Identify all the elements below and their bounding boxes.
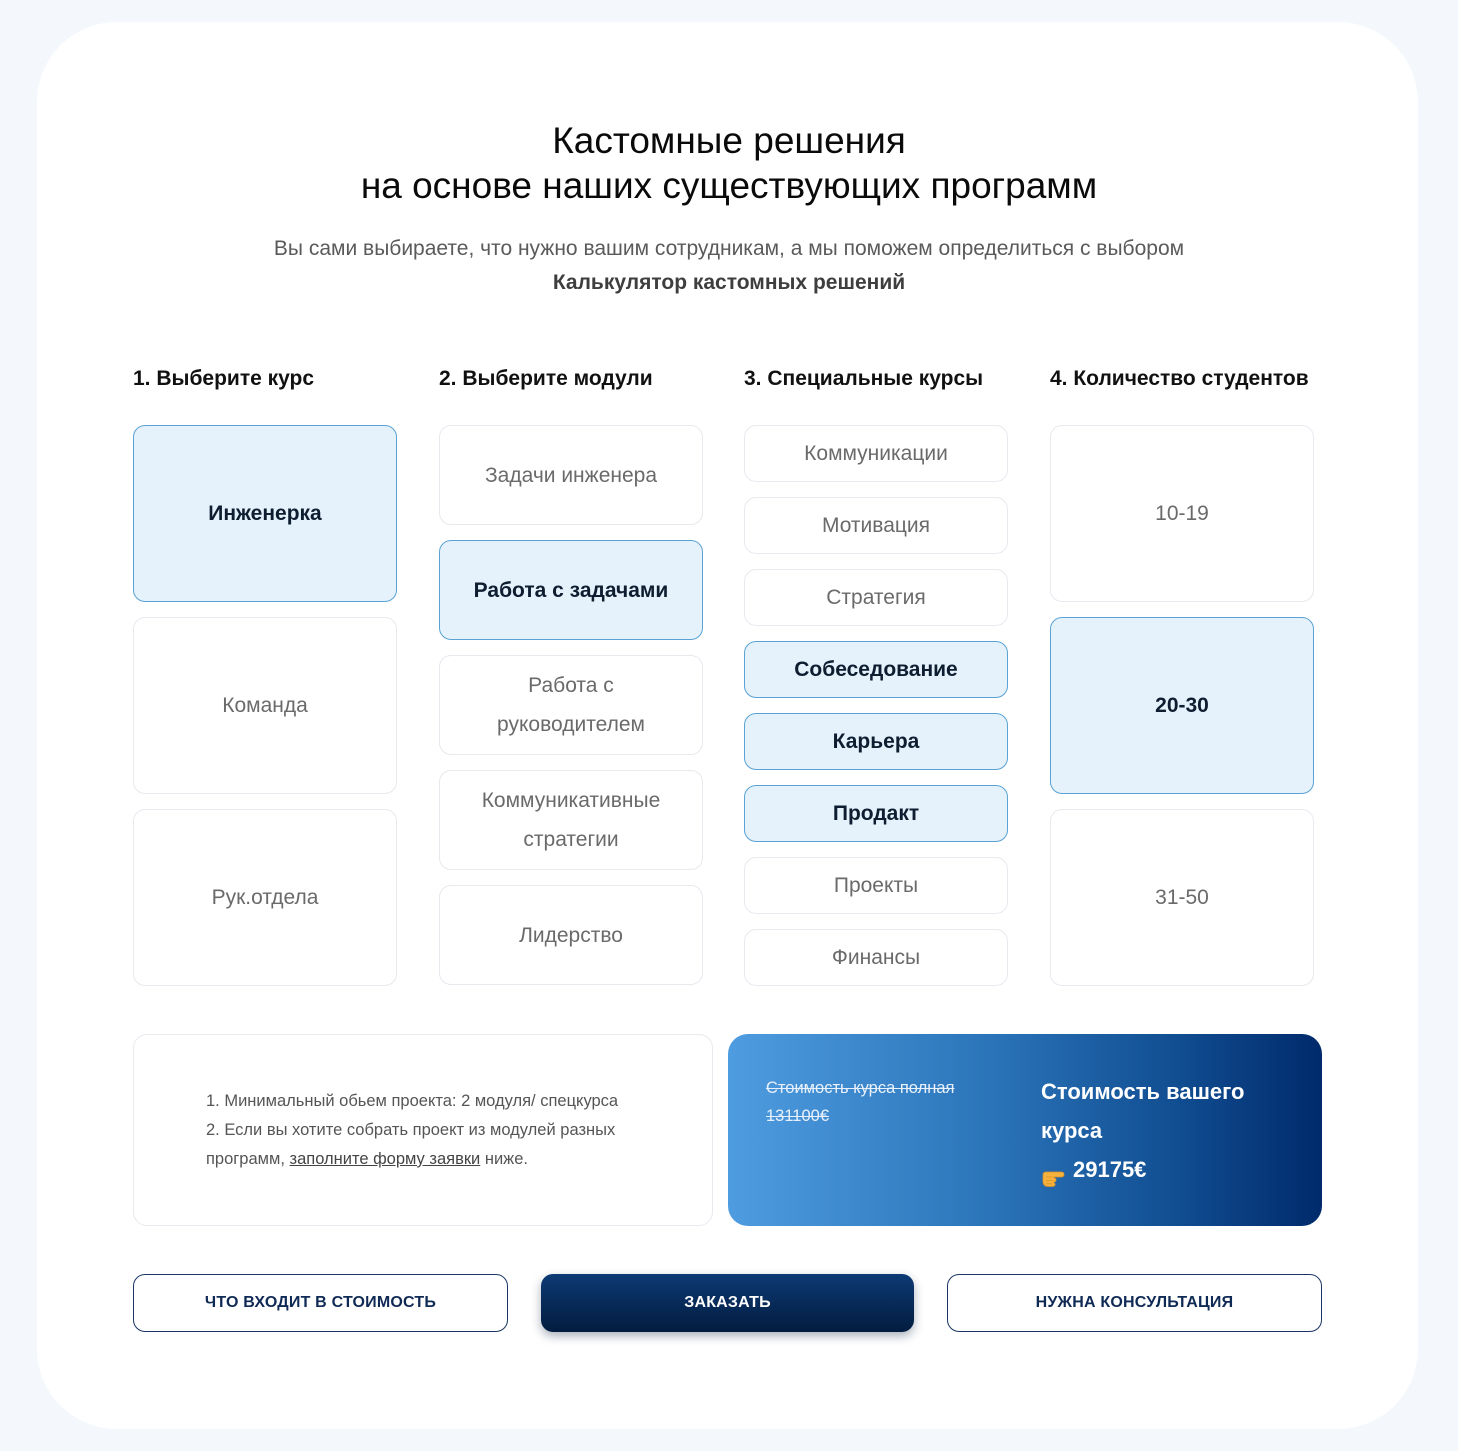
module-option-working-with-manager[interactable] [439, 655, 703, 755]
students-option-20-30[interactable] [1050, 617, 1314, 794]
whats-included-button[interactable] [133, 1274, 508, 1332]
option-label: Продакт [832, 802, 920, 825]
your-price-value: 29175€ [1073, 1157, 1147, 1182]
note-line-1: 1. Минимальный обьем проекта: 2 модуля/ спецкурса [206, 1092, 619, 1110]
special-option-career[interactable] [744, 713, 1008, 770]
page-subtitle: Вы сами выбираете, что нужно вашим сотрудникам, а мы поможем определиться с выбором [273, 237, 1185, 260]
button-label: ЧТО ВХОДИТ В СТОИМОСТЬ [204, 1294, 437, 1311]
special-option-projects[interactable] [744, 857, 1008, 914]
special-option-motivation[interactable] [744, 497, 1008, 554]
button-label: НУЖНА КОНСУЛЬТАЦИЯ [1035, 1294, 1234, 1311]
module-option-leadership[interactable] [439, 885, 703, 985]
option-label: Инженерка [208, 502, 322, 525]
option-label: Проекты [833, 874, 919, 897]
students-option-10-19[interactable] [1050, 425, 1314, 602]
option-label: 10-19 [1155, 502, 1209, 525]
conditions-note [133, 1034, 713, 1226]
application-form-link[interactable]: заполните форму заявки [289, 1150, 481, 1168]
your-price [1041, 1072, 1244, 1199]
option-label: Работа с задачами [473, 578, 669, 602]
full-price [766, 1074, 954, 1130]
option-label: Коммуникации [804, 442, 948, 465]
note-line-3-suffix: ниже. [480, 1150, 528, 1168]
special-option-product[interactable] [744, 785, 1008, 842]
option-label: Коммуникативные стратегии [481, 789, 661, 851]
price-panel [728, 1034, 1322, 1226]
pointing-hand-icon [1041, 1160, 1065, 1180]
option-label: 20-30 [1155, 694, 1209, 717]
option-label: Финансы [831, 946, 921, 969]
option-label: Мотивация [821, 514, 931, 537]
module-option-working-with-tasks[interactable] [439, 540, 703, 640]
conditions-text [206, 1087, 618, 1174]
note-line-2: 2. Если вы хотите собрать проект из модулей разных [206, 1121, 616, 1139]
option-label: Работа с руководителем [497, 674, 645, 736]
option-label: 31-50 [1155, 886, 1209, 909]
order-button[interactable] [541, 1274, 914, 1332]
note-line-3-prefix: программ, [206, 1150, 290, 1168]
your-price-amount [1041, 1150, 1146, 1189]
special-column-title: 3. Специальные курсы [744, 367, 984, 390]
option-label: Собеседование [794, 658, 958, 681]
title-line-1: Кастомные решения [552, 120, 906, 161]
option-label: Рук.отдела [211, 886, 319, 909]
students-column-title: 4. Количество студентов [1050, 367, 1309, 390]
your-price-label-line-1: Стоимость вашего [1041, 1079, 1245, 1104]
special-option-communications[interactable] [744, 425, 1008, 482]
special-option-interview[interactable] [744, 641, 1008, 698]
special-option-finance[interactable] [744, 929, 1008, 986]
button-label: ЗАКАЗАТЬ [684, 1294, 771, 1311]
option-label: Лидерство [519, 923, 623, 947]
calculator-label: Калькулятор кастомных решений [552, 271, 906, 294]
module-option-engineer-tasks[interactable] [439, 425, 703, 525]
special-option-strategy[interactable] [744, 569, 1008, 626]
page-title [0, 118, 1458, 208]
course-option-engineering[interactable] [133, 425, 397, 602]
option-label: Команда [222, 694, 308, 717]
option-label: Задачи инженера [484, 463, 658, 487]
modules-column-title: 2. Выберите модули [439, 367, 653, 390]
course-option-team[interactable] [133, 617, 397, 794]
course-option-department-head[interactable] [133, 809, 397, 986]
option-label: Карьера [832, 730, 920, 753]
students-option-31-50[interactable] [1050, 809, 1314, 986]
consultation-button[interactable] [947, 1274, 1322, 1332]
option-label: Стратегия [826, 586, 926, 609]
your-price-label-line-2: курса [1041, 1118, 1103, 1143]
full-price-value: 131100€ [766, 1107, 830, 1125]
course-column-title: 1. Выберите курс [133, 367, 315, 390]
full-price-label: Стоимость курса полная [766, 1079, 955, 1097]
title-line-2: на основе наших существующих программ [360, 165, 1098, 206]
module-option-communication-strategies[interactable] [439, 770, 703, 870]
